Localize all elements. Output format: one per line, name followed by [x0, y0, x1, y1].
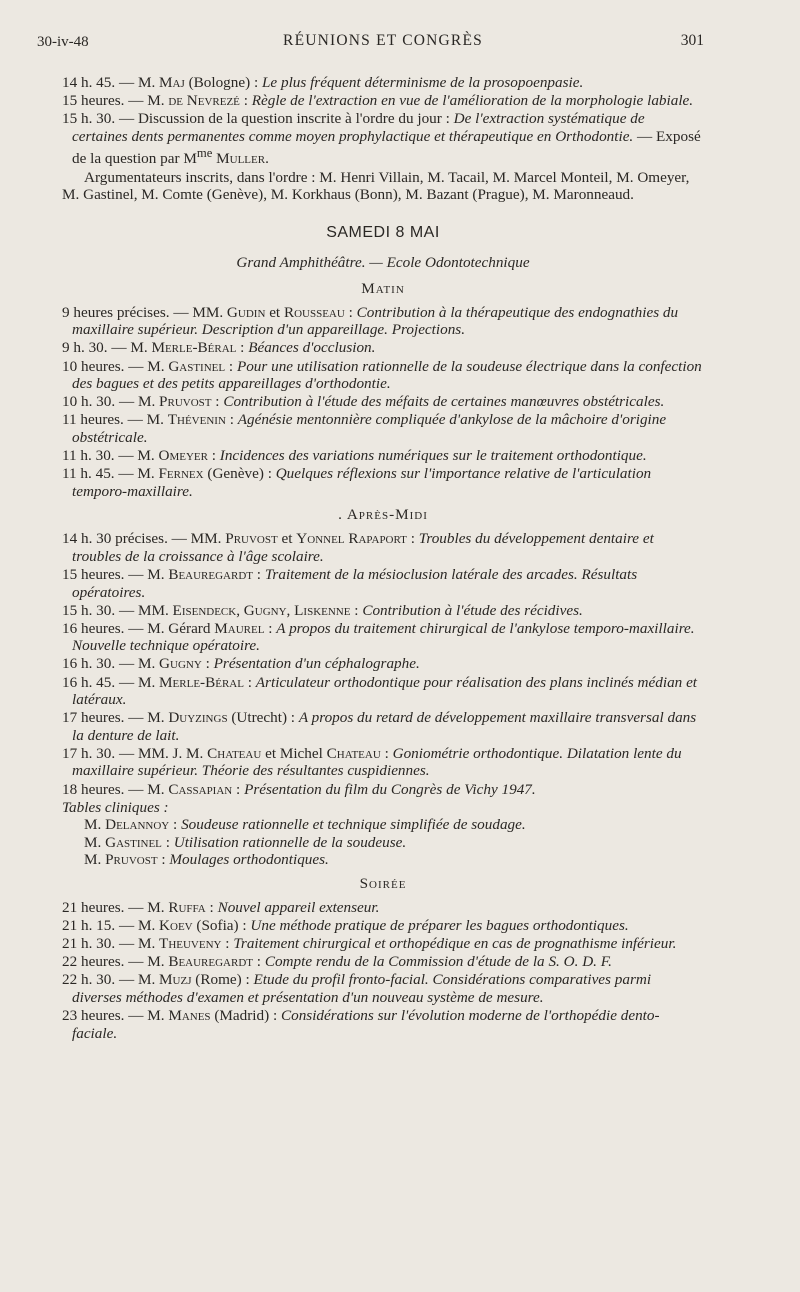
speaker-name: Cassapian — [168, 780, 233, 798]
entry-affiliation: (Rome) : — [191, 971, 254, 989]
entry-affiliation: : — [236, 339, 249, 357]
talk-title: Etude du profil fronto-facial. Considérations comparatives parmi diverses méthodes d'examen et présentation d'un nouveau système de mesure. — [72, 971, 652, 1006]
page-header — [37, 32, 704, 56]
entry-time: 22 h. 30. — M. — [62, 971, 160, 989]
program-entry — [62, 745, 704, 780]
speaker-name: Beauregardt — [168, 565, 253, 583]
entry-affiliation: : — [207, 446, 220, 464]
entry-time: 21 h. 15. — M. — [62, 917, 160, 935]
talk-title: Incidences des variations numériques sur le traitement orthodontique. — [219, 446, 647, 464]
program-entry — [62, 709, 704, 744]
speaker-name: Gastinel — [168, 357, 226, 375]
entry-time: 16 heures. — M. Gérard — [62, 619, 215, 637]
program-entry — [62, 465, 704, 500]
program-entry — [62, 447, 704, 465]
speaker-name: Muller — [216, 150, 266, 168]
session-heading-matin: Matin — [361, 279, 405, 297]
entry-time: 10 h. 30. — M. — [62, 393, 160, 411]
table-entry — [84, 834, 704, 852]
talk-title: Contribution à l'étude des méfaits de certaines manœuvres obstétricales. — [223, 393, 665, 411]
entry-time: 9 heures précises. — MM. — [62, 303, 227, 321]
program-entry — [62, 566, 704, 601]
header-date: 30-iv-48 — [37, 34, 89, 50]
speaker-name: Delannoy — [105, 816, 170, 834]
session-heading-soiree: Soirée — [359, 875, 407, 893]
talk-title: Troubles du développement dentaire et troubles de la croissance à l'âge scolaire. — [72, 530, 654, 565]
entry-time: 17 h. 30. — MM. J. M. — [62, 744, 208, 762]
talk-title: Traitement chirurgical et orthopédique en cas de prognathisme inférieur. — [233, 935, 677, 953]
entry-affiliation: Discussion de la question inscrite à l'ordre du jour : — [137, 110, 454, 128]
program-entry — [62, 655, 704, 673]
entry-affiliation: : — [264, 619, 277, 637]
tables-label: Tables cliniques : — [62, 798, 169, 816]
speaker-name: Theuveny — [159, 935, 222, 953]
entry-time: 15 heures. — M. — [62, 565, 169, 583]
speaker-name: Ruffa — [168, 899, 206, 917]
program-entry — [62, 917, 704, 935]
entry-time: 15 heures. — M. — [62, 92, 169, 110]
entry-affiliation: (Genève) : — [203, 465, 276, 483]
entry-time: 16 h. 30. — M. — [62, 655, 160, 673]
talk-title: De l'extraction systématique de certaines dents permanentes comme moyen prophylactique et thérapeutique en Orthodontie. — [72, 110, 645, 145]
program-entry — [62, 92, 704, 110]
speaker-name: Gudin — [226, 303, 266, 321]
program-entry — [62, 304, 704, 339]
argumentateurs-paragraph: Argumentateurs inscrits, dans l'ordre : M. Henri Villain, M. Tacail, M. Marcel Monteil, M. Omeyer, M. Gastinel, M. Comte (Genève), M. Korkhaus (Bonn), M. Bazant (Prague), M. Maronneaud. — [62, 168, 690, 204]
table-entry — [84, 851, 704, 869]
program-entry — [62, 393, 704, 411]
talk-title: Goniométrie orthodontique. Dilatation lente du maxillaire supérieur. Théorie des résultantes cuspidiennes. — [72, 744, 682, 780]
page-number: 301 — [680, 32, 704, 49]
talk-title: Le plus fréquent déterminisme de la prosopoenpasie. — [261, 74, 584, 91]
tables-list — [62, 816, 704, 869]
talk-title: Soudeuse rationnelle et technique simplifiée de soudage. — [181, 816, 526, 834]
entry-prefix: M. — [84, 851, 106, 869]
entry-time: 22 heures. — M. — [62, 953, 169, 971]
speaker-name: Beauregardt — [168, 953, 253, 971]
entry-affiliation: (Madrid) : — [210, 1007, 281, 1025]
program-entry — [62, 781, 704, 799]
program-entry — [62, 411, 704, 446]
speaker-name: Chateau — [326, 744, 381, 762]
entry-connector: et — [265, 303, 284, 321]
entry-time: 21 h. 30. — M. — [62, 935, 160, 953]
entry-affiliation: : — [406, 530, 419, 548]
program-entry — [62, 74, 704, 92]
entry-affiliation: : — [221, 935, 234, 953]
day-heading: SAMEDI 8 MAI — [326, 223, 440, 241]
program-entry — [62, 899, 704, 917]
program-entry — [62, 1007, 704, 1042]
talk-title: A propos du retard de développement maxillaire transversal dans la denture de lait. — [72, 709, 697, 744]
speaker-name: Gastinel — [105, 833, 162, 851]
speaker-name: Maurel — [214, 619, 265, 637]
speaker-name: Manes — [168, 1007, 211, 1025]
talk-title: Présentation du film du Congrès de Vichy 1947. — [244, 780, 536, 798]
entry-affiliation: : — [344, 303, 357, 321]
entry-time: 11 h. 45. — M. — [62, 465, 159, 483]
talk-title: Traitement de la mésioclusion latérale des arcades. Résultats opératoires. — [72, 565, 638, 601]
entry-affiliation: : — [161, 833, 174, 851]
program-entry — [62, 110, 704, 168]
talk-title: Considérations sur l'évolution moderne de l'orthopédie dento-faciale. — [72, 1007, 660, 1042]
entry-time: 9 h. 30. — M. — [62, 339, 152, 357]
talk-title: Règle de l'extraction en vue de l'amélioration de la morphologie labiale. — [251, 92, 694, 110]
entry-tail: — Exposé de la question par M — [72, 127, 701, 168]
running-title: RÉUNIONS ET CONGRÈS — [283, 32, 483, 49]
program-entry — [62, 358, 704, 393]
entry-affiliation: : — [350, 601, 363, 619]
talk-title: Une méthode pratique de préparer les bagues orthodontiques. — [250, 917, 629, 935]
session-heading-apres-midi: . Après-Midi — [338, 506, 428, 524]
speaker-name: Pruvost — [105, 851, 158, 869]
entry-affiliation: : — [253, 953, 265, 971]
talk-title: Présentation d'un céphalographe. — [213, 655, 420, 673]
talk-title: Utilisation rationnelle de la soudeuse. — [173, 833, 407, 851]
program-entry — [62, 953, 704, 971]
entry-connector: et Michel — [261, 744, 327, 762]
entry-affiliation: : — [201, 655, 214, 673]
entry-affiliation: : — [253, 565, 265, 583]
program-entry — [62, 620, 704, 655]
table-entry — [84, 816, 704, 834]
speaker-name: Omeyer — [158, 446, 208, 464]
entry-affiliation: : — [169, 816, 182, 834]
program-entry — [62, 935, 704, 953]
entry-connector: et — [277, 530, 297, 548]
entry-affiliation: : — [232, 780, 245, 798]
talk-title: A propos du traitement chirurgical de l'ankylose temporo-maxillaire. Nouvelle technique opératoire. — [72, 619, 695, 655]
program-entry — [62, 602, 704, 620]
entry-time: 17 heures. — M. — [62, 709, 169, 727]
entry-prefix: M. — [84, 816, 106, 834]
entry-affiliation: : — [225, 357, 237, 375]
entry-tail: . — [265, 150, 269, 168]
speaker-name: Thévenin — [167, 411, 226, 429]
entry-time: 14 h. 45. — M. — [62, 74, 160, 91]
entry-time: 21 heures. — M. — [62, 899, 169, 917]
talk-title: Contribution à l'étude des récidives. — [362, 601, 583, 619]
soiree-list — [62, 899, 704, 1042]
talk-title: Contribution à la thérapeutique des endognathies du maxillaire supérieur. Description d'un appareillage. Projections. — [72, 303, 679, 339]
entry-affiliation: : — [239, 92, 252, 110]
speaker-name: Yonnel Rapaport — [296, 530, 407, 548]
entry-time: 16 h. 45. — M. — [62, 673, 160, 691]
entry-affiliation: : — [225, 411, 238, 429]
entry-affiliation: : — [157, 851, 170, 869]
program-entry — [62, 339, 704, 357]
entry-time: 10 heures. — M. — [62, 357, 169, 375]
speaker-name: Pruvost — [159, 393, 212, 411]
venue: Grand Amphithéâtre. — Ecole Odontotechnique — [236, 253, 530, 271]
entry-time: 15 h. 30. — MM. — [62, 601, 173, 619]
program-entry — [62, 971, 704, 1006]
program-entry — [62, 674, 704, 709]
speaker-name: Gugny — [159, 655, 202, 673]
entry-affiliation: : — [205, 899, 218, 917]
talk-title: Agénésie mentonnière compliquée d'ankylose de la mâchoire d'origine obstétricale. — [72, 411, 667, 446]
talk-title: Béances d'occlusion. — [248, 339, 376, 357]
entry-affiliation: (Bologne) : — [184, 74, 262, 91]
entry-time: 11 heures. — M. — [62, 411, 168, 429]
speaker-name: Koev — [159, 917, 193, 935]
entry-time: 14 h. 30 précises. — MM. — [62, 530, 226, 548]
speaker-name: Chateau — [207, 744, 262, 762]
speaker-name: Duyzings — [168, 709, 228, 727]
entry-affiliation: : — [211, 393, 224, 411]
entry-time: 15 h. 30. — — [62, 110, 138, 128]
entry-affiliation: (Sofia) : — [192, 917, 251, 935]
entry-prefix: M. — [84, 833, 106, 851]
speaker-name: de Nevrezé — [168, 92, 240, 110]
apres-midi-list — [62, 530, 704, 798]
speaker-name: Merle-Béral — [151, 339, 237, 357]
talk-title: Pour une utilisation rationnelle de la soudeuse électrique dans la confection des bagues et des petits appareillages d'orthodontie. — [72, 357, 702, 393]
entry-sup: me — [196, 146, 213, 161]
entry-time: 18 heures. — M. — [62, 780, 169, 798]
talk-title: Compte rendu de la Commission d'étude de la S. O. D. F. — [264, 953, 612, 971]
speaker-name: Pruvost — [225, 530, 278, 548]
speaker-name: Maj — [159, 74, 185, 91]
speaker-name: Fernex — [158, 465, 204, 483]
speaker-name: Rousseau — [283, 303, 345, 321]
speaker-name: Merle-Béral — [159, 673, 244, 691]
entry-time: 11 h. 30. — M. — [62, 446, 159, 464]
entry-time: 23 heures. — M. — [62, 1007, 169, 1025]
entry-affiliation: : — [243, 673, 256, 691]
talk-title: Moulages orthodontiques. — [169, 851, 329, 869]
speaker-name: Muzj — [159, 971, 192, 989]
entries-top — [62, 74, 704, 204]
speaker-name: Eisendeck, Gugny, Liskenne — [172, 601, 351, 619]
talk-title: Quelques réflexions sur l'importance relative de l'articulation temporo-maxillaire. — [72, 465, 652, 500]
program-entry — [62, 530, 704, 565]
talk-title: Nouvel appareil extenseur. — [217, 899, 380, 917]
matin-list — [62, 304, 704, 501]
entry-affiliation: (Utrecht) : — [227, 709, 299, 727]
entry-affiliation: : — [380, 744, 393, 762]
talk-title: Articulateur orthodontique pour réalisation des plans inclinés médian et latéraux. — [72, 673, 698, 709]
